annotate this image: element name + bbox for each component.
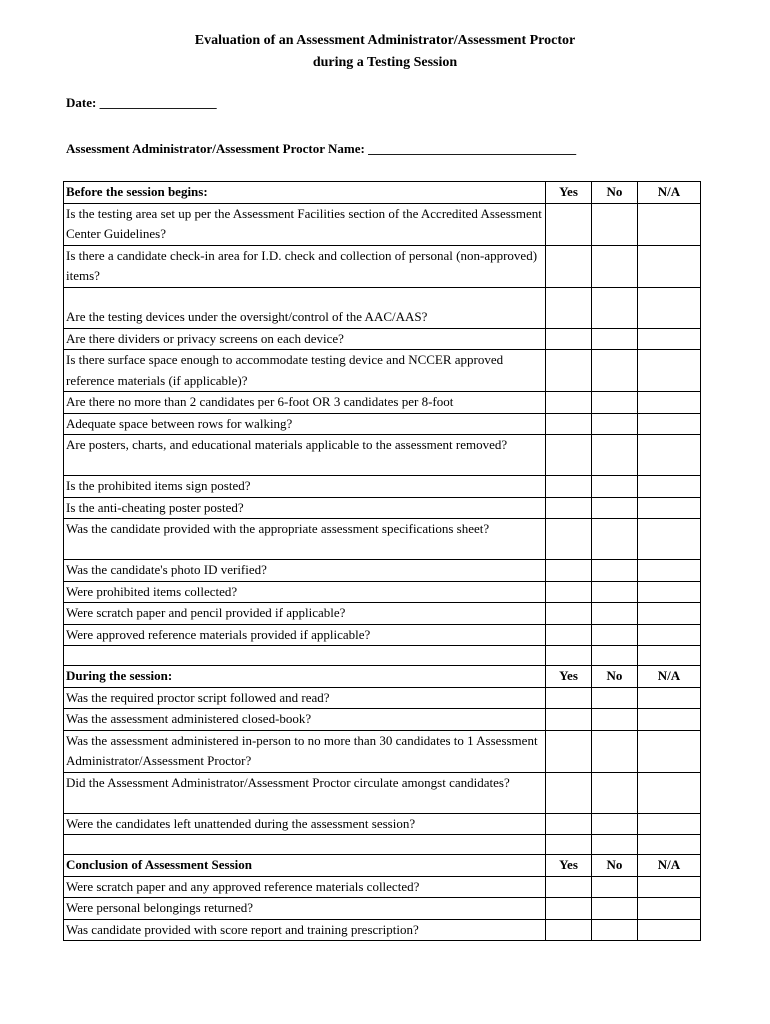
table-row (64, 813, 701, 835)
na-checkbox-cell[interactable] (638, 730, 701, 772)
spacer-cell (638, 646, 701, 666)
question-text: Were scratch paper and pencil provided if applicable? (64, 603, 546, 625)
yes-checkbox-cell[interactable] (546, 245, 592, 287)
no-checkbox-cell[interactable] (592, 709, 638, 731)
na-checkbox-cell[interactable] (638, 413, 701, 435)
yes-checkbox-cell[interactable] (546, 435, 592, 476)
spacer-cell (592, 646, 638, 666)
na-checkbox-cell[interactable] (638, 287, 701, 328)
na-checkbox-cell[interactable] (638, 687, 701, 709)
na-checkbox-cell[interactable] (638, 772, 701, 813)
table-row (64, 328, 701, 350)
spacer-cell (64, 835, 546, 855)
table-row (64, 772, 701, 813)
table-row (64, 476, 701, 498)
no-checkbox-cell[interactable] (592, 328, 638, 350)
no-checkbox-cell[interactable] (592, 203, 638, 245)
table-row (64, 287, 701, 328)
no-checkbox-cell[interactable] (592, 624, 638, 646)
question-text: Did the Assessment Administrator/Assessment Proctor circulate amongst candidates? (64, 772, 546, 813)
spacer-cell (638, 835, 701, 855)
yes-checkbox-cell[interactable] (546, 876, 592, 898)
table-spacer-row (64, 646, 701, 666)
no-checkbox-cell[interactable] (592, 287, 638, 328)
table-row (64, 624, 701, 646)
no-checkbox-cell[interactable] (592, 350, 638, 392)
table-row (64, 497, 701, 519)
spacer-cell (546, 646, 592, 666)
no-checkbox-cell[interactable] (592, 772, 638, 813)
question-text: Is the anti-cheating poster posted? (64, 497, 546, 519)
no-column-header: No (592, 855, 638, 877)
yes-checkbox-cell[interactable] (546, 603, 592, 625)
yes-checkbox-cell[interactable] (546, 581, 592, 603)
yes-checkbox-cell[interactable] (546, 772, 592, 813)
na-checkbox-cell[interactable] (638, 709, 701, 731)
question-text: Were personal belongings returned? (64, 898, 546, 920)
table-row (64, 350, 701, 392)
yes-checkbox-cell[interactable] (546, 687, 592, 709)
document-title-line-1: Evaluation of an Assessment Administrator/Assessment Proctor (194, 33, 576, 48)
yes-column-header: Yes (546, 182, 592, 204)
no-column-header: No (592, 666, 638, 688)
na-checkbox-cell[interactable] (638, 603, 701, 625)
na-checkbox-cell[interactable] (638, 350, 701, 392)
yes-checkbox-cell[interactable] (546, 919, 592, 941)
no-checkbox-cell[interactable] (592, 245, 638, 287)
section-header-conclusion (64, 855, 701, 877)
na-checkbox-cell[interactable] (638, 624, 701, 646)
question-text: Was the assessment administered in-person to no more than 30 candidates to 1 Assessment Administrator/Assessment Proctor? (64, 730, 546, 772)
na-column-header: N/A (638, 666, 701, 688)
yes-column-header: Yes (546, 666, 592, 688)
na-checkbox-cell[interactable] (638, 203, 701, 245)
na-checkbox-cell[interactable] (638, 919, 701, 941)
no-checkbox-cell[interactable] (592, 560, 638, 582)
question-text: Is the testing area set up per the Assessment Facilities section of the Accredited Assessment Center Guidelines? (64, 203, 546, 245)
no-checkbox-cell[interactable] (592, 687, 638, 709)
section-title: Before the session begins: (64, 182, 546, 204)
question-text: Were scratch paper and any approved reference materials collected? (64, 876, 546, 898)
table-row (64, 203, 701, 245)
table-row (64, 603, 701, 625)
no-checkbox-cell[interactable] (592, 876, 638, 898)
na-checkbox-cell[interactable] (638, 245, 701, 287)
na-checkbox-cell[interactable] (638, 476, 701, 498)
spacer-cell (546, 835, 592, 855)
na-checkbox-cell[interactable] (638, 497, 701, 519)
table-row (64, 709, 701, 731)
yes-checkbox-cell[interactable] (546, 413, 592, 435)
question-text: Was the assessment administered closed-book? (64, 709, 546, 731)
yes-checkbox-cell[interactable] (546, 476, 592, 498)
yes-checkbox-cell[interactable] (546, 203, 592, 245)
na-checkbox-cell[interactable] (638, 813, 701, 835)
question-text: Adequate space between rows for walking? (64, 413, 546, 435)
spacer-cell (64, 646, 546, 666)
na-checkbox-cell[interactable] (638, 581, 701, 603)
table-row (64, 413, 701, 435)
table-row (64, 435, 701, 476)
na-checkbox-cell[interactable] (638, 328, 701, 350)
no-checkbox-cell[interactable] (592, 435, 638, 476)
question-text: Were the candidates left unattended during the assessment session? (64, 813, 546, 835)
table-row (64, 876, 701, 898)
no-checkbox-cell[interactable] (592, 413, 638, 435)
yes-checkbox-cell[interactable] (546, 813, 592, 835)
no-checkbox-cell[interactable] (592, 476, 638, 498)
no-checkbox-cell[interactable] (592, 392, 638, 414)
section-header-during (64, 666, 701, 688)
question-text: Was the required proctor script followed and read? (64, 687, 546, 709)
yes-column-header: Yes (546, 855, 592, 877)
section-title: Conclusion of Assessment Session (64, 855, 546, 877)
table-spacer-row (64, 835, 701, 855)
yes-checkbox-cell[interactable] (546, 350, 592, 392)
na-checkbox-cell[interactable] (638, 560, 701, 582)
yes-checkbox-cell[interactable] (546, 624, 592, 646)
table-row (64, 730, 701, 772)
spacer-cell (592, 835, 638, 855)
question-text: Is the prohibited items sign posted? (64, 476, 546, 498)
no-checkbox-cell[interactable] (592, 919, 638, 941)
na-checkbox-cell[interactable] (638, 435, 701, 476)
question-text: Were approved reference materials provided if applicable? (64, 624, 546, 646)
na-checkbox-cell[interactable] (638, 519, 701, 560)
section-title: During the session: (64, 666, 546, 688)
table-row (64, 392, 701, 414)
no-column-header: No (592, 182, 638, 204)
evaluation-checklist-table (63, 181, 701, 941)
question-text: Was candidate provided with score report and training prescription? (64, 919, 546, 941)
section-header-before (64, 182, 701, 204)
question-text: Are the testing devices under the oversight/control of the AAC/AAS? (64, 287, 546, 328)
proctor-name-field[interactable]: Assessment Administrator/Assessment Proctor Name: ________________________________ (66, 141, 577, 156)
question-text: Were prohibited items collected? (64, 581, 546, 603)
table-row (64, 581, 701, 603)
no-checkbox-cell[interactable] (592, 730, 638, 772)
question-text: Was the candidate provided with the appropriate assessment specifications sheet? (64, 519, 546, 560)
table-row (64, 898, 701, 920)
yes-checkbox-cell[interactable] (546, 497, 592, 519)
table-row (64, 919, 701, 941)
table-row (64, 687, 701, 709)
question-text: Is there a candidate check-in area for I.D. check and collection of personal (non-approved) items? (64, 245, 546, 287)
no-checkbox-cell[interactable] (592, 603, 638, 625)
yes-checkbox-cell[interactable] (546, 709, 592, 731)
document-title-line-2: during a Testing Session (312, 55, 458, 70)
no-checkbox-cell[interactable] (592, 581, 638, 603)
na-column-header: N/A (638, 855, 701, 877)
na-checkbox-cell[interactable] (638, 898, 701, 920)
date-field[interactable]: Date: __________________ (66, 95, 217, 110)
table-row (64, 560, 701, 582)
question-text: Is there surface space enough to accommodate testing device and NCCER approved reference materials (if applicable)? (64, 350, 546, 392)
no-checkbox-cell[interactable] (592, 898, 638, 920)
no-checkbox-cell[interactable] (592, 497, 638, 519)
question-text: Are there dividers or privacy screens on each device? (64, 328, 546, 350)
yes-checkbox-cell[interactable] (546, 730, 592, 772)
yes-checkbox-cell[interactable] (546, 519, 592, 560)
yes-checkbox-cell[interactable] (546, 898, 592, 920)
yes-checkbox-cell[interactable] (546, 328, 592, 350)
no-checkbox-cell[interactable] (592, 519, 638, 560)
yes-checkbox-cell[interactable] (546, 287, 592, 328)
na-checkbox-cell[interactable] (638, 392, 701, 414)
yes-checkbox-cell[interactable] (546, 560, 592, 582)
question-text: Was the candidate's photo ID verified? (64, 560, 546, 582)
table-row (64, 519, 701, 560)
na-column-header: N/A (638, 182, 701, 204)
no-checkbox-cell[interactable] (592, 813, 638, 835)
question-text: Are there no more than 2 candidates per 6-foot OR 3 candidates per 8-foot (64, 392, 546, 414)
na-checkbox-cell[interactable] (638, 876, 701, 898)
table-row (64, 245, 701, 287)
question-text: Are posters, charts, and educational materials applicable to the assessment removed? (64, 435, 546, 476)
yes-checkbox-cell[interactable] (546, 392, 592, 414)
